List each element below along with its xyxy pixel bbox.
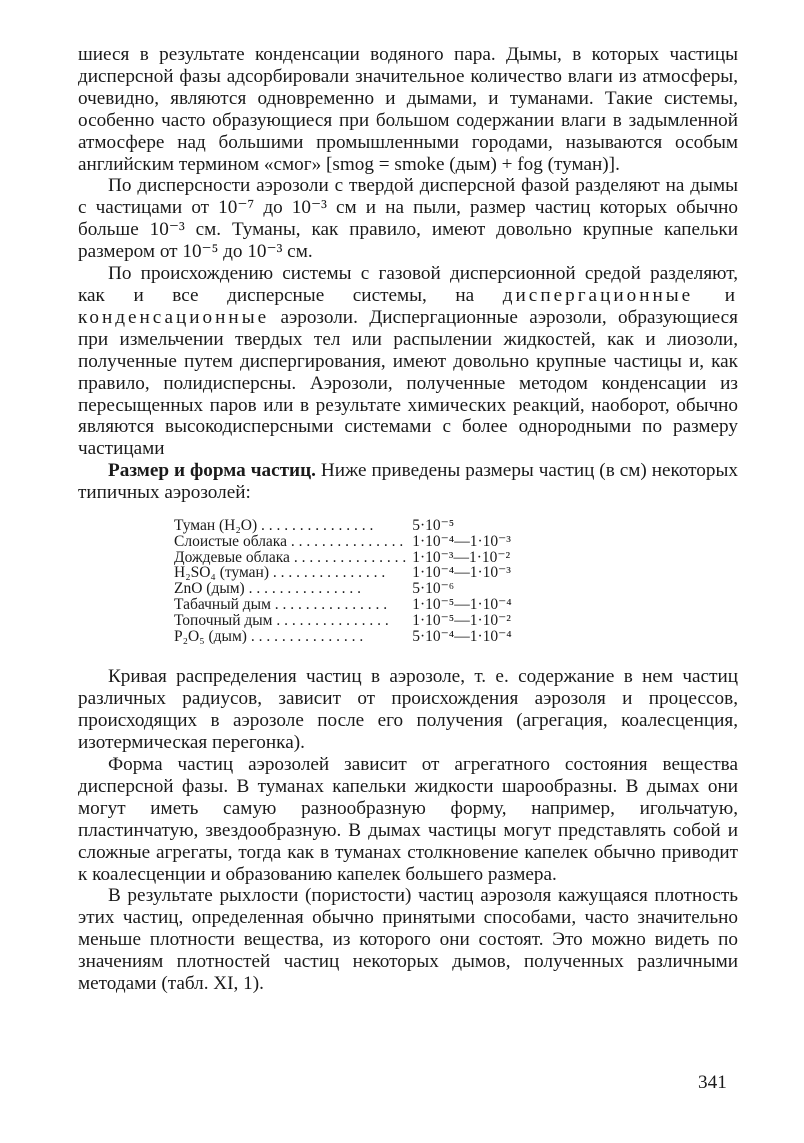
aerosol-name: Табачный дым . . . . . . . . . . . . . . . — [174, 597, 388, 613]
aerosol-name: Слоистые облака . . . . . . . . . . . . . . . — [174, 533, 404, 550]
particle-size-value: 5·10⁻⁶ — [412, 580, 455, 598]
table-row — [174, 534, 554, 550]
aerosol-name: ZnO (дым) . . . . . . . . . . . . . . . — [174, 581, 361, 598]
page-text — [78, 44, 738, 995]
particle-size-value: 1·10⁻⁵—1·10⁻⁴ — [412, 596, 512, 614]
paragraph-shape: Форма частиц аэрозолей зависит от агрегатного состояния вещества дисперсной фазы. В туманах капельки жидкости шарообразны. В дымах они могут иметь самую разнообразную форму, например, игольчатую, пластинчатую, звездообразную. В дымах частицы могут представлять собой и сложные агрегаты, тогда как в туманах столкновение капелек обычно приводит к коалесценции и образованию капелек большего размера. — [78, 754, 738, 885]
origin-text-b: аэрозоли. Диспергационные аэрозоли, образующиеся при измельчении твердых тел или распылении жидкостей, как и лиозоли, полученные путем диспергирования, имеют довольно крупные частицы и, как правило, полидисперсны. Аэрозоли, полученные методом конденсации из пересыщенных паров или в результате химических реакций, наоборот, обычно являются высокодисперсными системами с более однородными по размеру частицами — [78, 306, 738, 460]
origin-spaced-terms: диспергационные и конденсационные — [78, 284, 738, 328]
size-intro-text: Ниже приведены размеры частиц (в см) некоторых типичных аэрозолей: — [78, 460, 738, 504]
particle-size-value: 5·10⁻⁴—1·10⁻⁴ — [412, 627, 512, 645]
table-row — [174, 550, 554, 566]
aerosol-name: Дождевые облака . . . . . . . . . . . . . . . — [174, 549, 407, 566]
paragraph-distribution: Кривая распределения частиц в аэрозоле, т. е. содержание в нем частиц различных радиусов, зависит от происхождения аэрозоля и процессов, происходящих в аэрозоле после его получения (агрегация, коалесценция, изотермическая перегонка). — [78, 666, 738, 754]
table-row — [174, 565, 554, 581]
table-row — [174, 518, 554, 534]
section-heading: Размер и форма частиц. — [108, 460, 316, 482]
paragraph-size-intro — [78, 460, 738, 504]
table-row — [174, 597, 554, 613]
paragraph-density: В результате рыхлости (пористости) частиц аэрозоля кажущаяся плотность этих частиц, определенная обычно принятыми способами, часто значительно меньше плотности вещества, из которого они состоят. Это можно видеть по значениям плотностей частиц некоторых дымов, полученных различными методами (табл. XI, 1). — [78, 885, 738, 995]
paragraph-dispersity: По дисперсности аэрозоли с твердой дисперсной фазой разделяют на дымы с частицами от 10⁻⁷ до 10⁻³ см и на пыли, размер частиц которых обычно больше 10⁻³ см. Туманы, как правило, имеют довольно крупные капельки размером от 10⁻⁵ до 10⁻³ см. — [78, 175, 738, 263]
aerosol-name: Туман (H₂O) . . . . . . . . . . . . . . . — [174, 518, 374, 534]
particle-size-value: 1·10⁻⁵—1·10⁻² — [412, 611, 511, 629]
paragraph-origin — [78, 263, 738, 460]
particle-size-table — [174, 518, 554, 644]
paragraph-smog: шиеся в результате конденсации водяного пара. Дымы, в которых частицы дисперсной фазы адсорбировали значительное количество влаги из атмосферы, очевидно, являются одновременно и дымами, и туманами. Такие системы, особенно часто образующиеся при большом содержании влаги в задымленной атмосфере над большими промышленными городами, называются особым английским термином «смог» [smog = smoke (дым) + fog (туман)]. — [78, 44, 738, 175]
table-row — [174, 613, 554, 629]
table-row — [174, 581, 554, 597]
table-row — [174, 629, 554, 645]
particle-size-value: 1·10⁻⁴—1·10⁻³ — [412, 564, 511, 582]
aerosol-name: H₂SO₄ (туман) . . . . . . . . . . . . . . . — [174, 565, 386, 582]
aerosol-name: Топочный дым . . . . . . . . . . . . . . . — [174, 612, 389, 629]
particle-size-value: 1·10⁻³—1·10⁻² — [412, 548, 511, 566]
particle-size-value: 5·10⁻⁵ — [412, 517, 455, 535]
page-number: 341 — [698, 1072, 727, 1093]
aerosol-name: P₂O₅ (дым) . . . . . . . . . . . . . . . — [174, 628, 364, 645]
particle-size-value: 1·10⁻⁴—1·10⁻³ — [412, 532, 511, 550]
origin-text-a: По происхождению системы с газовой дисперсионной средой разделяют, как и все дисперсные системы, на — [78, 263, 738, 306]
